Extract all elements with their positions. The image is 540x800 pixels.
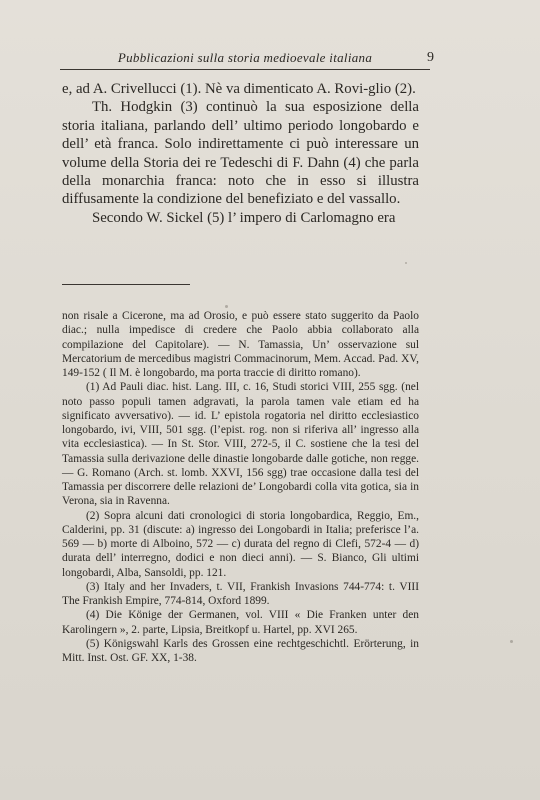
footnote: (4) Die Könige der Germanen, vol. VIII « Die Franken unter den Karolingern », 2. parte, Lipsia, Breitkopf u. Hartel, pp. XVI 265.: [62, 609, 419, 636]
footnote: (1) Ad Pauli diac. hist. Lang. III, c. 16, Studi storici VIII, 255 sgg. (nel noto passo populi tamen adgravati, la parola tamen vale etiam ed ha significato avversativo). — id. L’ epistola rogatoria nel diritto ecclesiastico longobardo, ivi, VIII, 501 sgg. (l’epist. rog. non si riferiva all’ ingresso alla vita ecclesiastica). — In St. Stor. VIII, 272-5, il C. sostiene che la tesi del Tamassia sulla derivazione delle dinastie longobarde dalle gotiche, non regge. — G. Romano (Arch. st. lomb. XXVI, 156 sgg) trae occasione dalla tesi del Tamassia per discorrere delle relazioni de’ Longobardi colla vita gotica, sia in Verona, sia in Ravenna.: [62, 381, 419, 508]
footnote: (3) Italy and her Invaders, t. VII, Frankish Invasions 744-774: t. VIII The Frankish Empire, 774-814, Oxford 1899.: [62, 580, 419, 607]
paper-speck: [225, 305, 228, 308]
footnote: (5) Königswahl Karls des Grossen eine rechtgeschichtl. Erörterung, in Mitt. Inst. Ost. GF. XX, 1-38.: [62, 637, 419, 664]
body-paragraph: e, ad A. Crivellucci (1). Nè va dimenticato A. Rovi-glio (2).: [62, 81, 416, 97]
paper-speck: [405, 262, 407, 264]
footnote: (2) Sopra alcuni dati cronologici di storia longobardica, Reggio, Em., Calderini, pp. 31 (discute: a) ingresso dei Longobardi in Italia; preferisce l’a. 569 — b) morte di Alboino, 572 — c) durata del regno di Clefi, 572-4 — d) durata dell’ interregno, dodici e non dieci anni). — S. Bianco, Gli ultimi longobardi, Alba, Sansoldi, pp. 121.: [62, 509, 419, 579]
main-text: [62, 80, 419, 227]
footnote-continuation: non risale a Cicerone, ma ad Orosio, e può essere stato suggerito da Paolo diac.; nulla impedisce di credere che Paolo abbia collaborato alla compilazione del Capitolare). — N. Tamassia, Un’ osservazione sul Mercatorium de mercedibus magistri Commacinorum, Mem. Accad. Pad. XV, 149-152 ( Il M. è longobardo, ma porta traccie di diritto romano).: [62, 310, 419, 379]
running-title: Pubblicazioni sulla storia medioevale italiana: [117, 50, 373, 65]
header-rule: [60, 69, 430, 70]
footnotes: [62, 309, 419, 665]
page-header: [60, 40, 434, 68]
body-paragraph: Th. Hodgkin (3) continuò la sua esposizione della storia italiana, parlando dell’ ultimo periodo longobardo e dell’ età franca. Solo indirettamente ci può interessare un volume della Storia dei re Tedeschi di F. Dahn (4) che parla della monarchia franca: noto che in esso si illustra diffusamente la condizione del benefiziato e del vassallo.: [62, 99, 419, 208]
paper-speck: [510, 640, 513, 643]
page-number: 9: [427, 50, 434, 65]
footnote-separator: [62, 284, 190, 285]
body-paragraph: Secondo W. Sickel (5) l’ impero di Carlomagno era: [92, 209, 396, 226]
